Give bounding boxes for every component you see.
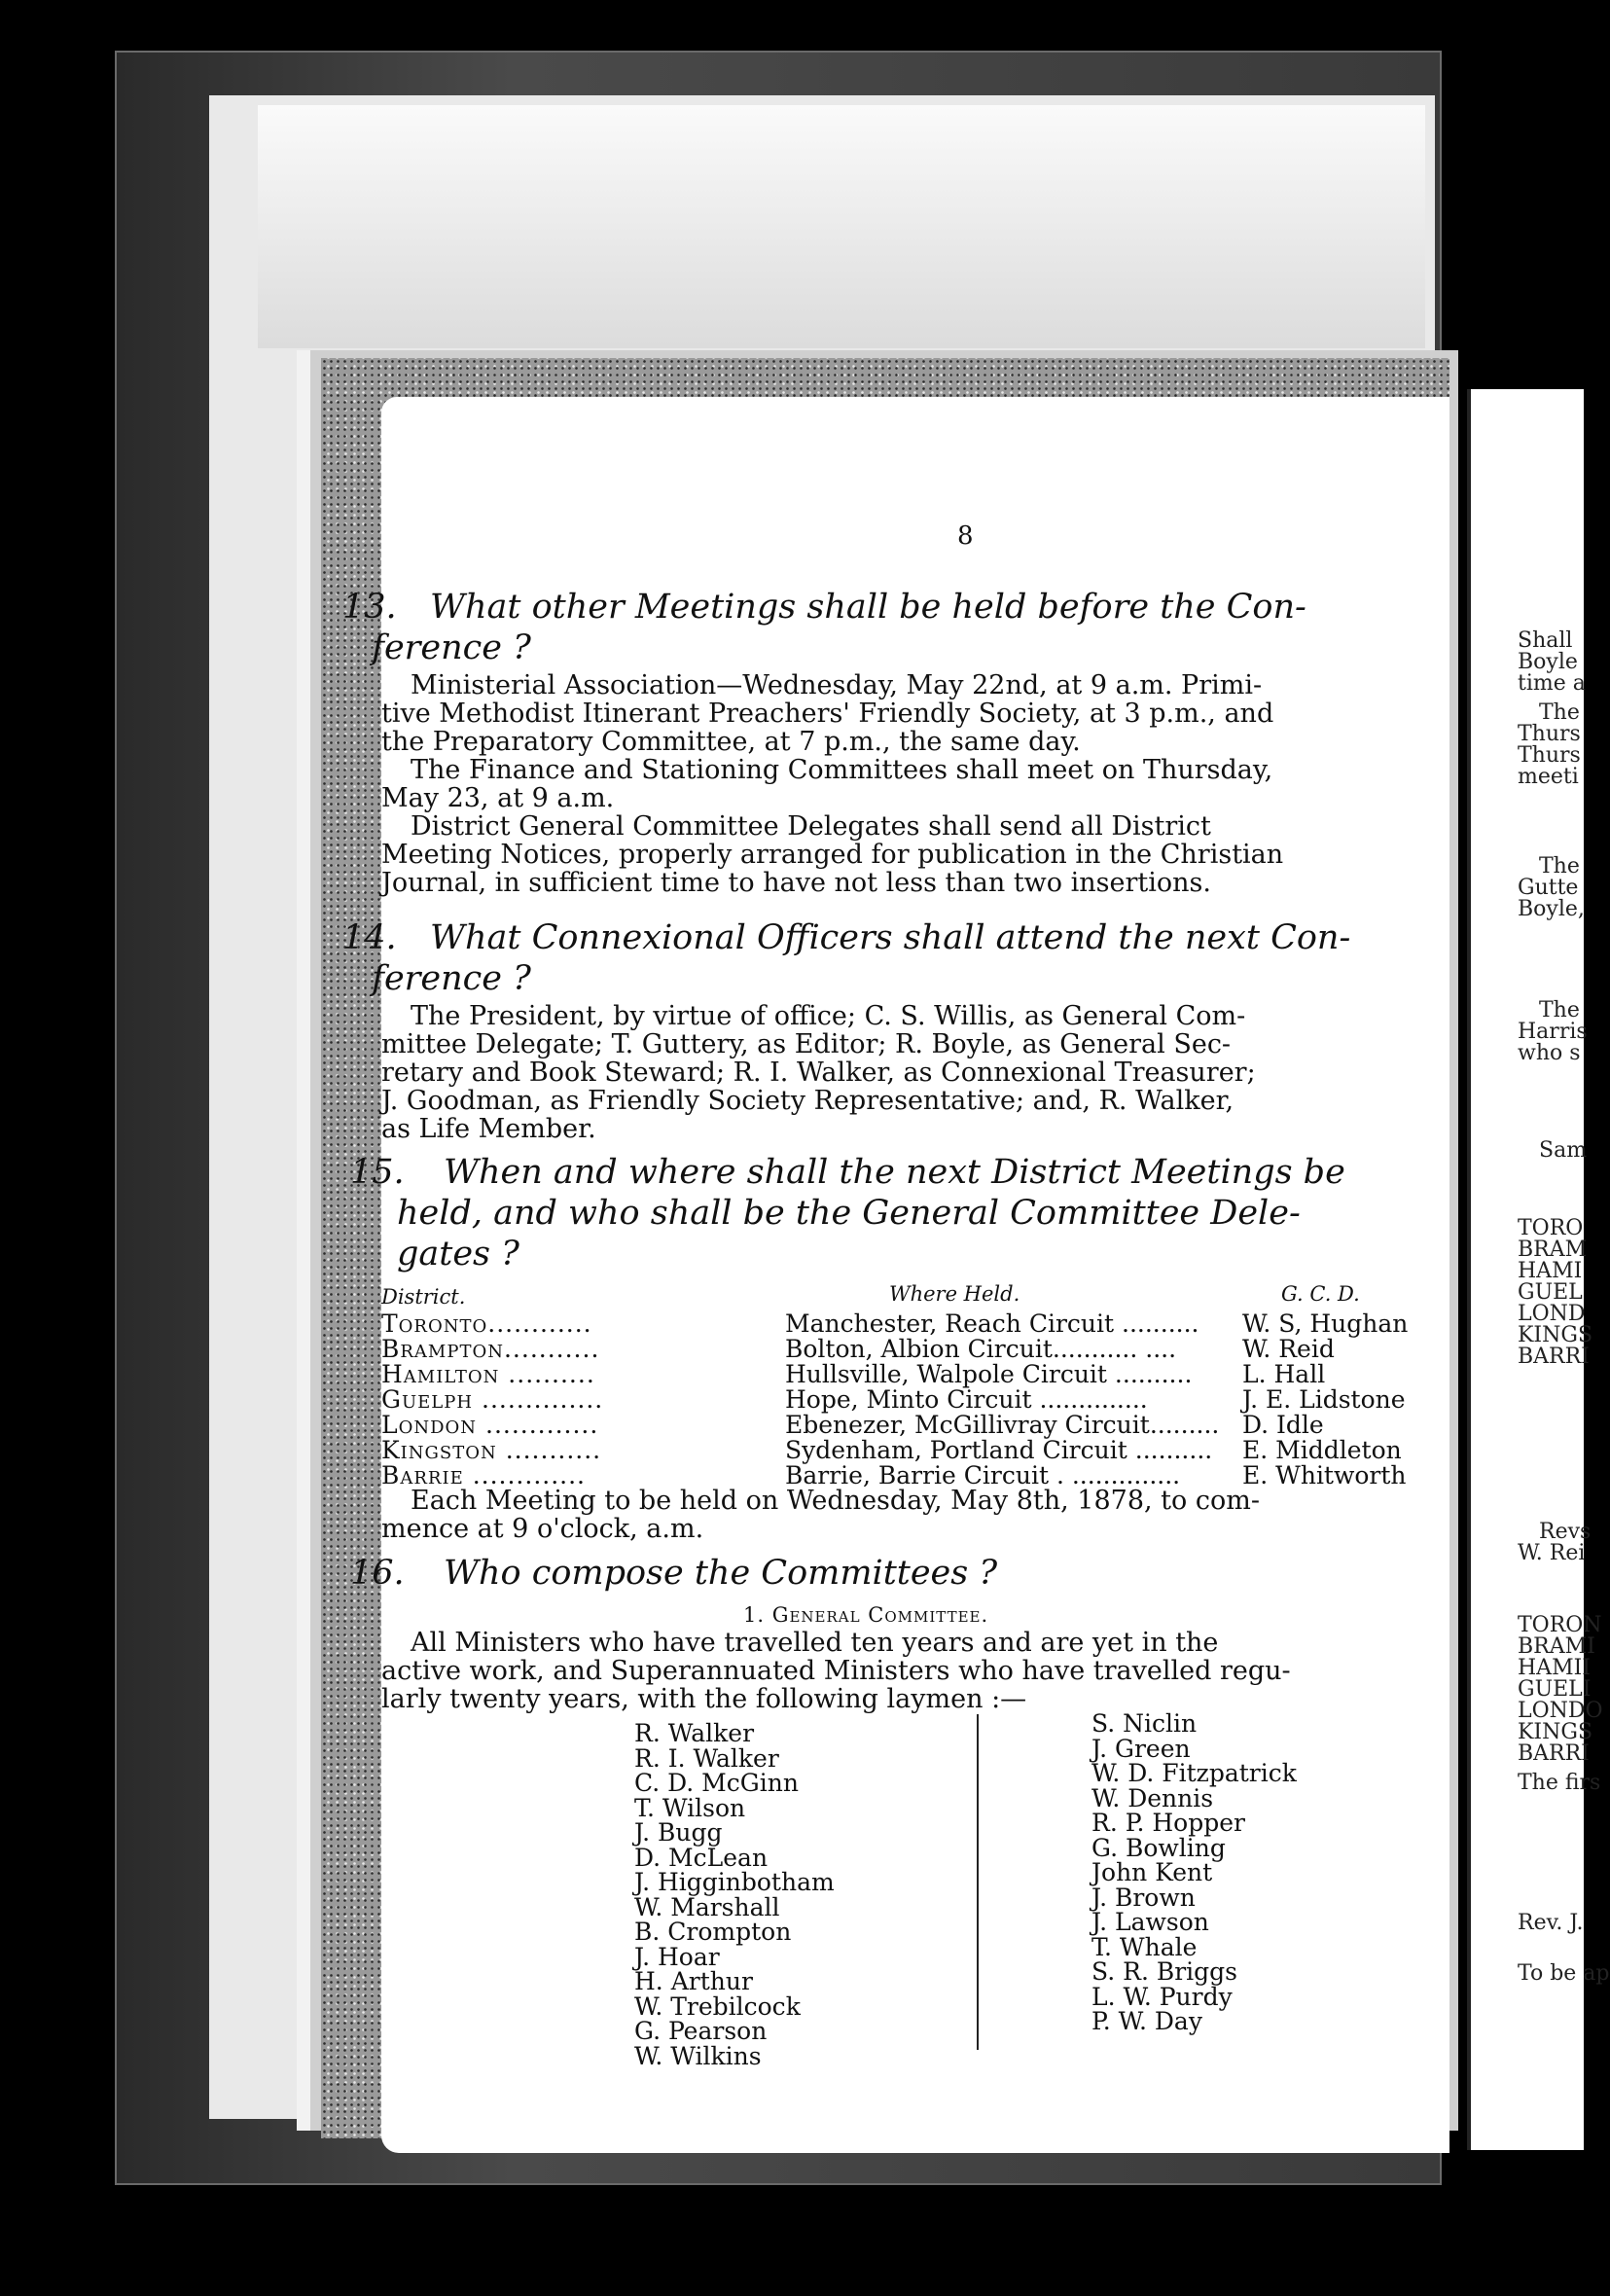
district-name: Kingston ........... bbox=[381, 1436, 602, 1464]
district-name: Guelph .............. bbox=[381, 1385, 604, 1414]
layman-name: R. P. Hopper bbox=[1091, 1809, 1245, 1837]
layman-name: J. Hoar bbox=[634, 1942, 720, 1971]
where-held: Hullsville, Walpole Circuit .......... bbox=[785, 1360, 1193, 1388]
q14-line1: What Connexional Officers shall attend the next Con- bbox=[430, 918, 1351, 957]
layman-name: R. I. Walker bbox=[634, 1743, 779, 1773]
layman-name: H. Arthur bbox=[634, 1967, 753, 1995]
layman-name: G. Pearson bbox=[634, 2017, 768, 2045]
where-held: Manchester, Reach Circuit .......... bbox=[785, 1309, 1199, 1338]
district-row-barrie bbox=[381, 1461, 1413, 1487]
layman-name: W. Wilkins bbox=[634, 2041, 762, 2070]
col-header-district: District. bbox=[381, 1285, 466, 1309]
col-header-gcd: G. C. D. bbox=[1281, 1282, 1360, 1306]
district-row-hamilton bbox=[381, 1360, 1413, 1388]
where-held: Sydenham, Portland Circuit .......... bbox=[785, 1436, 1213, 1464]
district-name: Brampton........... bbox=[381, 1335, 600, 1363]
district-row-brampton bbox=[381, 1335, 1413, 1363]
layman-name: T. Wilson bbox=[634, 1793, 746, 1822]
gcd-name: E. Whitworth bbox=[1242, 1461, 1407, 1489]
q15-number: 15. bbox=[350, 1153, 405, 1192]
q13-number: 13. bbox=[342, 588, 397, 627]
q15-note-line2: mence at 9 o'clock, a.m. bbox=[381, 1514, 704, 1544]
adjacent-page-fragment: Shall Boyle time a The Thurs Thurs meeti The Gutte Boyle, The Harris who s Sam TORO BRAM HAMI GUEL LOND KINGS BARRI Revs W. Rei TORON BRAMI HAMII GUELI LONDO KINGS BARRI The firs Rev. J. To be ap bbox=[1467, 389, 1584, 2150]
laymen-right-column bbox=[1091, 1711, 1297, 2034]
col-header-where: Where Held. bbox=[889, 1282, 1020, 1306]
q16-l3: larly twenty years, with the following laymen :— bbox=[381, 1684, 1027, 1714]
q15-line2: held, and who shall be the General Committee Dele- bbox=[397, 1194, 1301, 1233]
layman-name: B. Crompton bbox=[634, 1918, 792, 1946]
q14-l5: as Life Member. bbox=[381, 1114, 596, 1144]
q15-note-line1: Each Meeting to be held on Wednesday, May 8th, 1878, to com- bbox=[411, 1486, 1260, 1516]
district-name: Toronto............ bbox=[381, 1309, 592, 1338]
q14-l2: mittee Delegate; T. Guttery, as Editor; R. Boyle, as General Sec- bbox=[381, 1029, 1232, 1059]
q14-l1: The President, by virtue of office; C. S. Willis, as General Com- bbox=[411, 1001, 1246, 1031]
district-name: Barrie ............. bbox=[381, 1461, 586, 1489]
q13-paragraph-2 bbox=[381, 756, 1408, 812]
layman-name: G. Bowling bbox=[1091, 1833, 1226, 1862]
where-held: Ebenezer, McGillivray Circuit......... bbox=[785, 1411, 1220, 1439]
gcd-name: W. S, Hughan bbox=[1242, 1309, 1409, 1338]
layman-name: W. Dennis bbox=[1091, 1783, 1214, 1812]
q13-p3-l1: District General Committee Delegates shall send all District bbox=[411, 811, 1211, 842]
where-held: Bolton, Albion Circuit........... .... bbox=[785, 1335, 1177, 1363]
q13-p2-l2: May 23, at 9 a.m. bbox=[381, 783, 615, 813]
layman-name: C. D. McGinn bbox=[634, 1769, 799, 1797]
q14-number: 14. bbox=[342, 918, 397, 957]
layman-name: D. McLean bbox=[634, 1843, 769, 1872]
q13-line2: ference ? bbox=[372, 628, 531, 667]
district-name: London ............. bbox=[381, 1411, 599, 1439]
general-committee-subheading: 1. General Committee. bbox=[743, 1603, 989, 1627]
layman-name: L. W. Purdy bbox=[1091, 1982, 1233, 2011]
q16-number: 16. bbox=[350, 1554, 405, 1593]
layman-name: W. Marshall bbox=[634, 1892, 780, 1921]
q13-p1-l1: Ministerial Association—Wednesday, May 22nd, at 9 a.m. Primi- bbox=[411, 670, 1263, 700]
gcd-name: E. Middleton bbox=[1242, 1436, 1402, 1464]
layman-name: W. Trebilcock bbox=[634, 1991, 801, 2021]
district-row-toronto bbox=[381, 1309, 1413, 1338]
layman-name: J. Bugg bbox=[634, 1818, 723, 1847]
district-row-guelph bbox=[381, 1385, 1413, 1414]
gcd-name: W. Reid bbox=[1242, 1335, 1335, 1363]
layman-name: John Kent bbox=[1091, 1858, 1213, 1886]
q13-p1-l3: the Preparatory Committee, at 7 p.m., the same day. bbox=[381, 727, 1081, 757]
where-held: Hope, Minto Circuit .............. bbox=[785, 1385, 1148, 1414]
layman-name: S. Niclin bbox=[1091, 1709, 1198, 1738]
q13-p3-l3: Journal, in sufficient time to have not less than two insertions. bbox=[381, 868, 1211, 898]
q16-question: Who compose the Committees ? bbox=[444, 1554, 998, 1593]
q13-p2-l1: The Finance and Stationing Committees shall meet on Thursday, bbox=[411, 755, 1273, 785]
q13-line1: What other Meetings shall be held before the Con- bbox=[430, 588, 1306, 627]
layman-name: J. Green bbox=[1091, 1734, 1191, 1763]
layman-name: J. Brown bbox=[1091, 1883, 1196, 1912]
layman-name: S. R. Briggs bbox=[1091, 1957, 1237, 1986]
layman-name: R. Walker bbox=[634, 1719, 755, 1747]
where-held: Barrie, Barrie Circuit . .............. bbox=[785, 1461, 1181, 1489]
q13-paragraph-1 bbox=[381, 671, 1408, 756]
q13-paragraph-3 bbox=[381, 812, 1408, 897]
layman-name: J. Higginbotham bbox=[634, 1868, 835, 1896]
q16-l1: All Ministers who have travelled ten years and are yet in the bbox=[411, 1628, 1219, 1658]
q14-l4: J. Goodman, as Friendly Society Representative; and, R. Walker, bbox=[381, 1086, 1234, 1116]
q13-p1-l2: tive Methodist Itinerant Preachers' Friendly Society, at 3 p.m., and bbox=[381, 699, 1274, 729]
q16-paragraph bbox=[381, 1629, 1408, 1713]
district-name: Hamilton .......... bbox=[381, 1360, 595, 1388]
document-page bbox=[342, 397, 1449, 2153]
district-row-london bbox=[381, 1411, 1413, 1439]
back-sheet-top bbox=[258, 105, 1425, 348]
gcd-name: J. E. Lidstone bbox=[1242, 1385, 1406, 1414]
gcd-name: D. Idle bbox=[1242, 1411, 1324, 1439]
page-number: 8 bbox=[957, 521, 974, 551]
q15-line1: When and where shall the next District Meetings be bbox=[444, 1153, 1345, 1192]
laymen-left-column bbox=[634, 1721, 835, 2068]
q14-line2: ference ? bbox=[372, 959, 531, 998]
layman-name: P. W. Day bbox=[1091, 2007, 1202, 2035]
layman-name: W. D. Fitzpatrick bbox=[1091, 1759, 1297, 1787]
q16-l2: active work, and Superannuated Ministers who have travelled regu- bbox=[381, 1656, 1291, 1686]
layman-name: J. Lawson bbox=[1091, 1908, 1209, 1936]
q13-p3-l2: Meeting Notices, properly arranged for publication in the Christian bbox=[381, 840, 1284, 870]
q15-line3: gates ? bbox=[397, 1235, 519, 1274]
q14-l3: retary and Book Steward; R. I. Walker, as Connexional Treasurer; bbox=[381, 1058, 1256, 1088]
q14-paragraph bbox=[381, 1002, 1408, 1143]
layman-name: T. Whale bbox=[1091, 1932, 1198, 1961]
district-row-kingston bbox=[381, 1436, 1413, 1464]
column-divider bbox=[977, 1714, 979, 2050]
gcd-name: L. Hall bbox=[1242, 1360, 1326, 1388]
